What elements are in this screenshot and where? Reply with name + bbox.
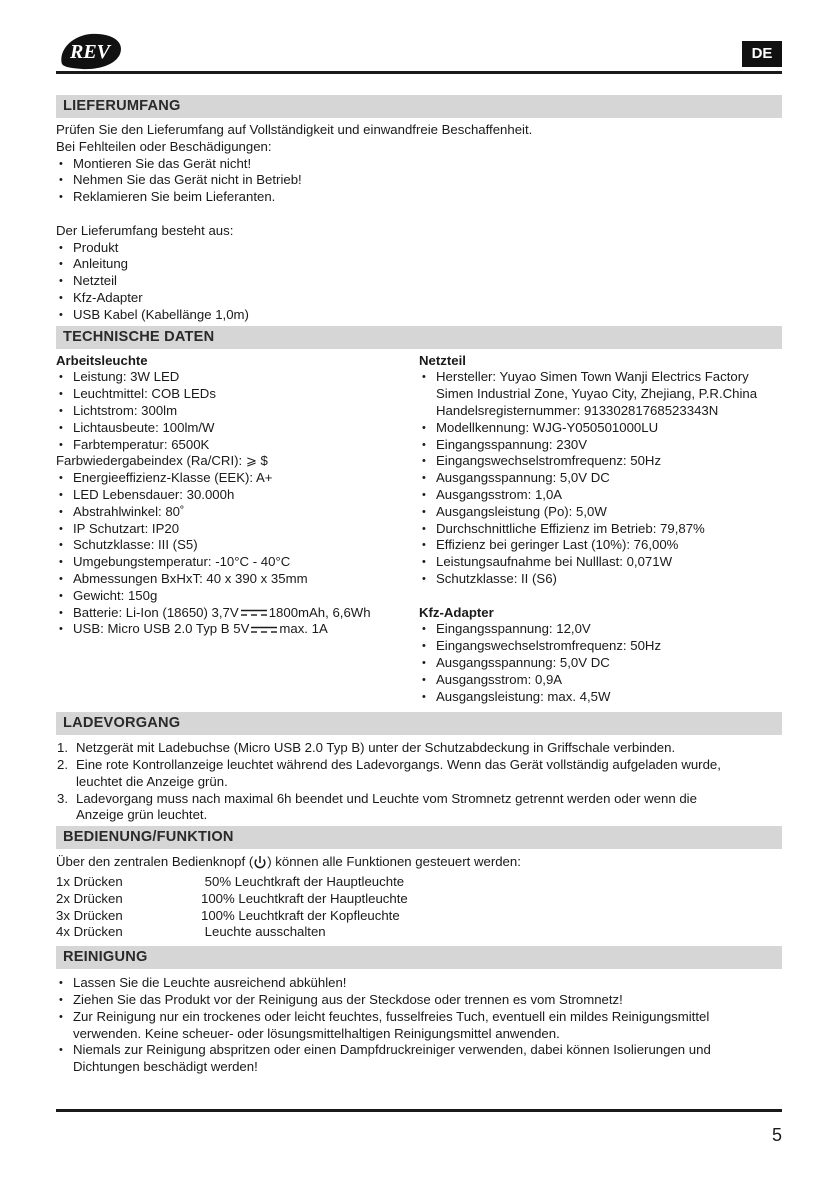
list-item: • Ausgangsstrom: 1,0A	[419, 487, 782, 504]
list-item: • Durchschnittliche Effizienz im Betrieb: 79,87%	[419, 521, 782, 538]
list-item	[56, 757, 782, 791]
usb-item	[56, 621, 419, 638]
arbeitsleuchte-column	[56, 353, 419, 706]
list-item: • Netzteil	[56, 273, 782, 290]
list-item: • Ausgangsleistung (Po): 5,0W	[419, 504, 782, 521]
list-item: • Montieren Sie das Gerät nicht!	[56, 156, 782, 173]
list-item: • Ausgangsspannung: 5,0V DC	[419, 470, 782, 487]
battery-label: Batterie: Li-Ion (18650) 3,7V	[73, 604, 239, 620]
operation-row	[56, 891, 782, 908]
step-text: leuchtet die Anzeige grün.	[76, 773, 228, 789]
list-item: • Eingangsspannung: 12,0V	[419, 621, 782, 638]
operation-row	[56, 924, 782, 941]
contents-list	[56, 240, 782, 324]
list-item: • Energieeffizienz-Klasse (EEK): A+	[56, 470, 419, 487]
subtitle-netzteil: Netzteil	[419, 352, 466, 368]
list-item: • Anleitung	[56, 256, 782, 273]
list-item: • Leistungsaufnahme bei Nulllast: 0,071W	[419, 554, 782, 571]
subtitle-arbeitsleuchte: Arbeitsleuchte	[56, 352, 148, 368]
section-title-lieferumfang: LIEFERUMFANG	[56, 95, 782, 118]
step-number: 2.	[57, 757, 68, 773]
step-text: Eine rote Kontrollanzeige leuchtet während des Ladevorgangs. Wenn das Gerät vollständig aufgeladen wurde,	[76, 757, 721, 773]
operation-intro	[56, 854, 782, 874]
section-title-technische-daten: TECHNISCHE DATEN	[56, 326, 782, 349]
list-item: • Abmessungen BxHxT: 40 x 390 x 35mm	[56, 571, 419, 588]
list-item: • Nehmen Sie das Gerät nicht in Betrieb!	[56, 172, 782, 189]
list-item	[56, 791, 782, 825]
list-item: • Farbtemperatur: 6500K	[56, 437, 419, 454]
list-item: • USB Kabel (Kabellänge 1,0m)	[56, 307, 782, 324]
step-text: Ladevorgang muss nach maximal 6h beendet und Leuchte vom Stromnetz getrennt werden oder wenn die	[76, 790, 697, 806]
subtitle-kfz-adapter: Kfz-Adapter	[419, 604, 494, 620]
press-count: 3x Drücken	[56, 907, 123, 923]
operation-row	[56, 874, 782, 891]
dc-symbol-icon	[251, 626, 277, 634]
cri-line: Farbwiedergabeindex (Ra/CRI): ⩾ $	[56, 453, 268, 469]
page-number: 5	[771, 1125, 782, 1145]
list-item: • Modellkennung: WJG-Y050501000LU	[419, 420, 782, 437]
power-button-icon	[253, 855, 267, 874]
list-item: • Ausgangsleistung: max. 4,5W	[419, 689, 782, 706]
list-item: • Produkt	[56, 240, 782, 257]
item-text: Niemals zur Reinigung abspritzen oder einen Dampfdruckreiniger verwenden, dabei können Isolierungen und	[73, 1042, 711, 1058]
item-text: Zur Reinigung nur ein trockenes oder leicht feuchtes, fusselfreies Tuch, eventuell ein mildes Reinigungsmittel	[73, 1008, 710, 1024]
step-number: 1.	[57, 740, 68, 756]
item-text: verwenden. Keine scheuer- oder lösungsmittelhaltigen Reinigungsmittel anwenden.	[73, 1025, 560, 1041]
manufacturer-item	[419, 369, 782, 419]
operation-row	[56, 908, 782, 925]
dc-symbol-icon	[241, 609, 267, 617]
manufacturer-line: Hersteller: Yuyao Simen Town Wanji Electrics Factory	[436, 369, 749, 385]
list-item: • Kfz-Adapter	[56, 290, 782, 307]
press-count: 4x Drücken	[56, 924, 123, 940]
list-item: • Ausgangsstrom: 0,9A	[419, 672, 782, 689]
rev-logo	[56, 28, 126, 72]
step-text: Netzgerät mit Ladebuchse (Micro USB 2.0 Typ B) unter der Schutzabdeckung in Griffschale verbinden.	[76, 740, 676, 756]
language-badge: DE	[742, 41, 782, 67]
usb-current: max. 1A	[279, 621, 328, 637]
list-item: • IP Schutzart: IP20	[56, 521, 419, 538]
manufacturer-register: Handelsregisternummer: 91330281768523343N	[436, 402, 719, 418]
list-item: • Lassen Sie die Leuchte ausreichend abkühlen!	[56, 975, 782, 992]
contents-intro: Der Lieferumfang besteht aus:	[56, 222, 234, 238]
list-item: • Lichtausbeute: 100lm/W	[56, 420, 419, 437]
list-item: • Schutzklasse: II (S6)	[419, 571, 782, 588]
press-function: 100% Leuchtkraft der Kopfleuchte	[201, 907, 400, 923]
press-function: 100% Leuchtkraft der Hauptleuchte	[201, 890, 408, 906]
step-text: Anzeige grün leuchtet.	[76, 807, 208, 823]
list-item: • Eingangswechselstromfrequenz: 50Hz	[419, 453, 782, 470]
list-item: • Lichtstrom: 300lm	[56, 403, 419, 420]
list-item: • Umgebungstemperatur: -10°C - 40°C	[56, 554, 419, 571]
logo-text: REV	[69, 41, 111, 63]
header-rule	[56, 71, 782, 74]
battery-capacity: 1800mAh, 6,6Wh	[268, 604, 371, 620]
list-item: • Effizienz bei geringer Last (10%): 76,00%	[419, 537, 782, 554]
list-item: • Leuchtmittel: COB LEDs	[56, 386, 419, 403]
press-count: 2x Drücken	[56, 890, 123, 906]
operation-intro-post: ) können alle Funktionen gesteuert werden:	[267, 854, 521, 870]
item-text: Dichtungen beschädigt werden!	[73, 1059, 258, 1075]
list-item	[56, 740, 782, 757]
lieferumfang-defects-intro: Bei Fehlteilen oder Beschädigungen:	[56, 138, 272, 154]
list-item: • Schutzklasse: III (S5)	[56, 537, 419, 554]
manual-page	[56, 0, 782, 1191]
list-item: • Eingangsspannung: 230V	[419, 437, 782, 454]
netzteil-column	[419, 353, 782, 706]
list-item: • LED Lebensdauer: 30.000h	[56, 487, 419, 504]
list-item: • Gewicht: 150g	[56, 588, 419, 605]
manufacturer-address: Simen Industrial Zone, Yuyao City, Zhejiang, P.R.China	[436, 386, 758, 402]
list-item	[56, 1009, 782, 1043]
section-title-ladevorgang: LADEVORGANG	[56, 712, 782, 735]
section-title-reinigung: REINIGUNG	[56, 946, 782, 969]
operation-intro-pre: Über den zentralen Bedienknopf (	[56, 854, 254, 870]
charging-steps	[56, 740, 782, 824]
list-item: • Leistung: 3W LED	[56, 369, 419, 386]
footer-rule	[56, 1109, 782, 1112]
press-function: 50% Leuchtkraft der Hauptleuchte	[201, 874, 405, 890]
list-item	[56, 1042, 782, 1076]
usb-label: USB: Micro USB 2.0 Typ B 5V	[73, 621, 250, 637]
press-function: Leuchte ausschalten	[201, 924, 326, 940]
list-item: • Ziehen Sie das Produkt vor der Reinigung aus der Steckdose oder trennen es vom Stromnetz!	[56, 992, 782, 1009]
list-item: • Eingangswechselstromfrequenz: 50Hz	[419, 638, 782, 655]
cleaning-list	[56, 975, 782, 1076]
battery-item	[56, 605, 419, 622]
lieferumfang-intro: Prüfen Sie den Lieferumfang auf Vollständigkeit und einwandfreie Beschaffenheit.	[56, 122, 533, 137]
warnings-list	[56, 156, 782, 206]
section-title-bedienung: BEDIENUNG/FUNKTION	[56, 826, 782, 849]
list-item: • Abstrahlwinkel: 80˚	[56, 504, 419, 521]
list-item: • Reklamieren Sie beim Lieferanten.	[56, 189, 782, 206]
step-number: 3.	[57, 790, 68, 806]
press-count: 1x Drücken	[56, 874, 123, 890]
list-item: • Ausgangsspannung: 5,0V DC	[419, 655, 782, 672]
